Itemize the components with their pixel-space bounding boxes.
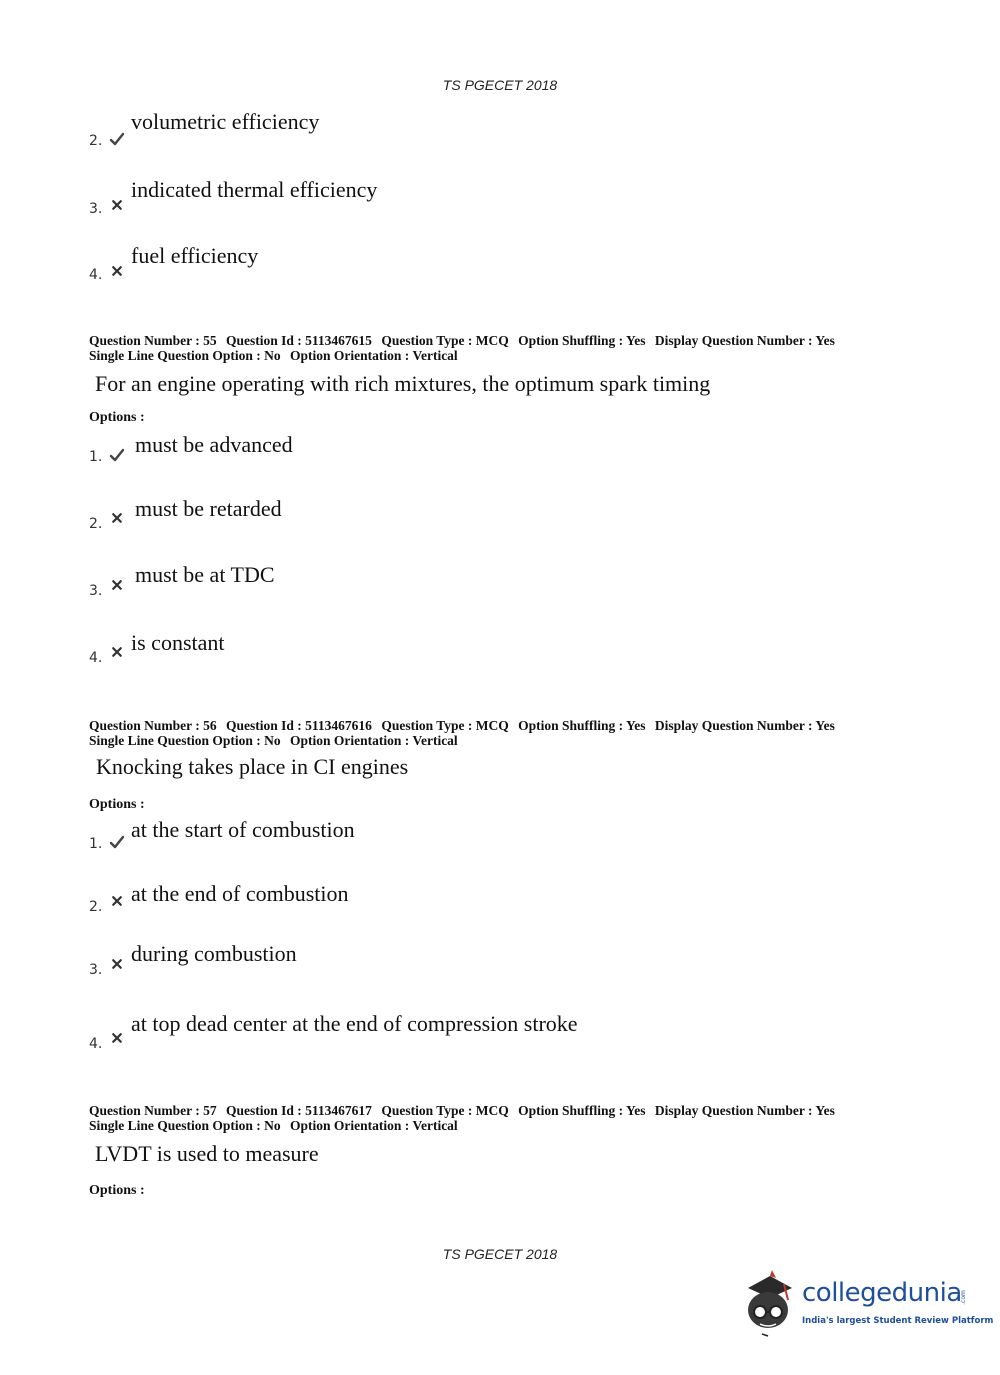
option-item xyxy=(89,1012,889,1052)
option-item xyxy=(89,875,889,915)
logo-tagline: India's largest Student Review Platform xyxy=(802,1316,994,1326)
option-number: 1. xyxy=(89,836,103,852)
collegedunia-logo xyxy=(740,1268,994,1338)
meta-line: Single Line Question Option : No Option Orientation : Vertical xyxy=(89,348,458,363)
option-item xyxy=(89,243,889,283)
cross-mark-icon xyxy=(111,957,123,971)
cross-mark-icon xyxy=(111,511,123,525)
options-label: Options : xyxy=(89,410,145,425)
options-label: Options : xyxy=(89,797,145,812)
option-number: 4. xyxy=(89,1036,103,1052)
option-number: 2. xyxy=(89,133,103,149)
option-text: must be advanced xyxy=(135,432,293,457)
option-number: 2. xyxy=(89,516,103,532)
check-mark-icon xyxy=(109,132,125,146)
option-text: fuel efficiency xyxy=(131,243,259,268)
option-text: must be retarded xyxy=(135,496,282,521)
option-text: during combustion xyxy=(131,941,297,966)
meta-line: Question Number : 56 Question Id : 5113467616 Question Type : MCQ Option Shuffling : Yes Display Question Number : Yes xyxy=(89,718,835,733)
meta-line: Question Number : 57 Question Id : 5113467617 Question Type : MCQ Option Shuffling : Yes Display Question Number : Yes xyxy=(89,1103,835,1118)
question-meta xyxy=(89,1103,949,1133)
cross-mark-icon xyxy=(111,264,123,278)
option-number: 4. xyxy=(89,267,103,283)
option-text: at top dead center at the end of compression stroke xyxy=(131,1011,578,1036)
meta-line: Question Number : 55 Question Id : 5113467615 Question Type : MCQ Option Shuffling : Yes Display Question Number : Yes xyxy=(89,333,835,348)
question-text: LVDT is used to measure xyxy=(95,1141,319,1166)
option-number: 3. xyxy=(89,201,103,217)
option-number: 3. xyxy=(89,583,103,599)
option-item xyxy=(89,492,889,532)
page-header: TS PGECET 2018 xyxy=(442,77,558,93)
cross-mark-icon xyxy=(111,1031,123,1045)
cross-mark-icon xyxy=(111,578,123,592)
mascot-icon xyxy=(740,1268,800,1338)
option-item xyxy=(89,109,889,149)
cross-mark-icon xyxy=(111,894,123,908)
option-text: indicated thermal efficiency xyxy=(131,177,378,202)
option-item xyxy=(89,177,889,217)
cross-mark-icon xyxy=(111,645,123,659)
check-mark-icon xyxy=(109,448,125,462)
option-text: volumetric efficiency xyxy=(131,109,320,134)
question-text: For an engine operating with rich mixtures, the optimum spark timing xyxy=(95,371,711,396)
option-number: 3. xyxy=(89,962,103,978)
check-mark-icon xyxy=(109,835,125,849)
logo-brand: collegedunia xyxy=(802,1278,962,1308)
meta-line: Single Line Question Option : No Option Orientation : Vertical xyxy=(89,733,458,748)
question-meta xyxy=(89,718,949,748)
logo-suffix: .com xyxy=(959,1290,967,1305)
option-text: at the end of combustion xyxy=(131,881,349,906)
option-text: at the start of combustion xyxy=(131,817,355,842)
option-item xyxy=(89,559,889,599)
option-number: 1. xyxy=(89,449,103,465)
option-number: 4. xyxy=(89,650,103,666)
question-text: Knocking takes place in CI engines xyxy=(96,754,409,779)
option-text: must be at TDC xyxy=(135,562,275,587)
cross-mark-icon xyxy=(111,198,123,212)
option-item xyxy=(89,938,889,978)
meta-line: Single Line Question Option : No Option Orientation : Vertical xyxy=(89,1118,458,1133)
question-meta xyxy=(89,333,949,363)
option-item xyxy=(89,626,889,666)
option-item xyxy=(89,812,889,852)
option-item xyxy=(89,425,889,465)
page-footer: TS PGECET 2018 xyxy=(442,1246,558,1262)
option-text: is constant xyxy=(131,630,225,655)
options-label: Options : xyxy=(89,1183,145,1198)
option-number: 2. xyxy=(89,899,103,915)
